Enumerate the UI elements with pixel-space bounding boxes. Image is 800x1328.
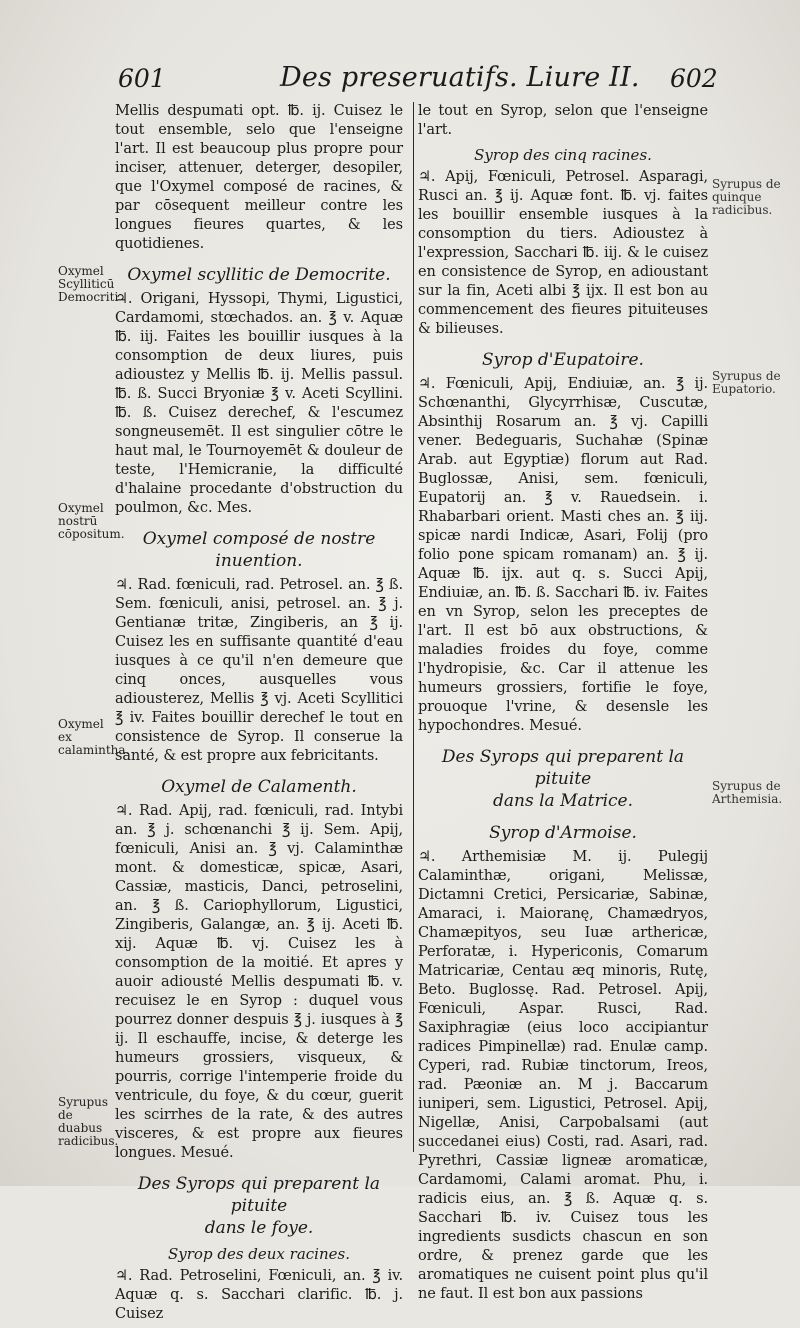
- paragraph: ♃. Rad. Apij, rad. fœniculi, rad. Intybi an. ℥ j. schœnanchi ℥ ij. Sem. Apij, fœniculi, Anisi an. ℥ vj. Calaminthæ mont. & domesticæ, spicæ, Asari, Cassiæ, masticis, Danci, petroselini, an. ℥ ß. Cariophyllorum, Ligustici, Zingiberis, Galangæ, an. ℥ ij. Aceti ℔. xij. Aquæ ℔. vj. Cuisez les à consomption de la moitié. Et apres y auoir adiousté Mellis despumati ℔. v. recuisez le en Syrop : duquel vous pourrez donner despuis ℥ j. iusques à ℥ ij. Il eschauffe, incise, & deterge les humeurs grossiers, visqueux, & pourris, corrige l'intemperie froide du ventricule, du foye, & du cœur, guerit les scirrhes de la rate, & des autres visceres, & est propre aux fieures longues. Mesué.: [115, 803, 403, 1161]
- paragraph: ♃. Rad. Petroselini, Fœniculi, an. ℥ iv. Aquæ q. s. Sacchari clarific. ℔. j. Cuisez: [115, 1268, 403, 1322]
- section-heading: dans la Matrice.: [493, 791, 633, 811]
- paragraph: ♃. Arthemisiæ M. ij. Pulegij Calaminthæ, origani, Melissæ, Dictamni Cretici, Persicariæ, Sabinæ, Amaraci, i. Maioranę, Chamædryos, Chamæpityos, seu Iuæ arthericæ, Perforatæ, i. Hypericonis, Comarum Matricariæ, Centau æq minoris, Rutę, Beto. Buglossę. Rad. Petrosel. Apij, Fœniculi, Aspar. Rusci, Rad. Saxiphragiæ (eius loco accipiantur radices Pimpinellæ) rad. Enulæ camp. Cyperi, rad. Rubiæ tinctorum, Ireos, rad. Pæoniæ an. M j. Baccarum iuniperi, sem. Ligustici, Petrosel. Apij, Nigellæ, Anisi, Carpobalsami (aut succedanei eius) Costi, rad. Asari, rad. Pyrethri, Cassiæ ligneæ aromaticæ, Cardamomi, Calami aromat. Phu, i. radicis eius, an. ℥ ß. Aquæ q. s. Sacchari ℔. iv. Cuisez tous les ingredients susdicts chascun en son ordre, & prenez garde que les aromatiques ne cuisent point plus qu'il ne faut. Il est bon aux passions: [418, 849, 708, 1302]
- margin-note: Oxymel Scylliticū Democriti: [58, 264, 119, 304]
- margin-note: Syrupus de duabus radicibus.: [58, 1095, 119, 1148]
- margin-note: Oxymel ex calamintha.: [58, 717, 130, 757]
- section-heading: Oxymel de Calamenth.: [161, 777, 357, 797]
- margin-note: Oxymel nostrū cōpositum.: [58, 501, 125, 541]
- paragraph: ♃. Apij, Fœniculi, Petrosel. Asparagi, Rusci an. ℥ ij. Aquæ font. ℔. vj. faites les bouillir ensemble iusques à la consomption du tiers. Adioustez à l'expression, Sacchari ℔. iij. & le cuisez en consistence de Syrop, en adioustant sur la fin, Aceti albi ℥ ijx. Il est bon au commencement des fieures pituiteuses & bilieuses.: [418, 169, 708, 337]
- margin-note: Syrupus de Eupatorio.: [712, 369, 781, 396]
- section-heading: Oxymel composé de nostre inuention.: [142, 529, 376, 571]
- paragraph: le tout en Syrop, selon que l'enseigne l'art.: [418, 103, 708, 138]
- margin-note: Syrupus de Arthemisia.: [712, 779, 783, 806]
- section-heading: Syrop des cinq racines.: [474, 146, 652, 164]
- page-number-left: 601: [118, 64, 166, 93]
- page-number-right: 602: [670, 64, 718, 93]
- section-heading: Des Syrops qui preparent la pituite: [441, 747, 685, 789]
- right-column: [418, 102, 708, 1308]
- section-heading: Des Syrops qui preparent la pituite: [137, 1174, 381, 1216]
- section-heading: Oxymel scyllitic de Democrite.: [127, 265, 391, 285]
- section-heading: dans le foye.: [204, 1218, 314, 1238]
- paragraph: ♃. Rad. fœniculi, rad. Petrosel. an. ℥ ß. Sem. fœniculi, anisi, petrosel. an. ℥ j. Gentianæ tritæ, Zingiberis, an ℥ ij. Cuisez les en suffisante quantité d'eau iusques à ce qu'il n'en demeure que cinq onces, ausquelles vous adiousterez, Mellis ℥ vj. Aceti Scyllitici ℥ iv. Faites bouillir derechef le tout en consistence de Syrop. Il conserue la santé, & est propre aux febricitants.: [115, 577, 403, 764]
- subsection-heading: Syrop des deux racines.: [168, 1245, 350, 1263]
- paragraph: ♃. Fœniculi, Apij, Endiuiæ, an. ℥ ij. Schœnanthi, Glycyrrhisæ, Cuscutæ, Absinthij Rosarum an. ℥ vj. Capilli vener. Bedeguaris, Suchahæ (Spinæ Arab. aut Egyptiæ) florum aut Rad. Buglossæ, Anisi, sem. fœniculi, Eupatorij an. ℥ v. Rauedsein. i. Rhabarbari orient. Masti ches an. ℥ iij. spicæ nardi Indicæ, Asari, Folij (pro folio pone spicam romanam) an. ℥ ij. Aquæ ℔. ijx. aut q. s. Succi Apij, Endiuiæ, an. ℔. ß. Sacchari ℔. iv. Faites en vn Syrop, selon les preceptes de l'art. Il est bō aux obstructions, & maladies froides du foye, comme l'hydropisie, &c. Car il attenue les humeurs grossiers, fortifie le foye, prouoque l'vrine, & desensle les hypochondres. Mesué.: [418, 376, 708, 734]
- paragraph: Mellis despumati opt. ℔. ij. Cuisez le tout ensemble, selo que l'enseigne l'art. Il est beaucoup plus propre pour inciser, attenuer, deterger, desopiler, que l'Oxymel composé de racines, & par cōsequent meilleur contre les longues fieures quartes, & les quotidienes.: [115, 103, 403, 252]
- margin-note: Syrupus de quinque radicibus.: [712, 177, 781, 217]
- running-title: Des preseruatifs. Liure II.: [280, 62, 640, 93]
- left-column: [115, 102, 403, 1328]
- running-header: [0, 62, 800, 102]
- paragraph: ♃. Origani, Hyssopi, Thymi, Ligustici, Cardamomi, stœchados. an. ℥ v. Aquæ ℔. iij. Faites les bouillir iusques à la consomption de deux liures, puis adioustez y Mellis ℔. ij. Mellis passul. ℔. ß. Succi Bryoniæ ℥ v. Aceti Scyllini. ℔. ß. Cuisez derechef, & l'escumez songneusemēt. Il est singulier cōtre le haut mal, le Tournoyemēt & douleur de teste, l'Hemicranie, la difficulté d'halaine procedante d'obstruction du poulmon, &c. Mes.: [115, 291, 403, 516]
- section-heading: Syrop d'Eupatoire.: [482, 350, 644, 370]
- subsection-heading: Syrop d'Armoise.: [489, 823, 637, 843]
- column-divider: [413, 102, 414, 1152]
